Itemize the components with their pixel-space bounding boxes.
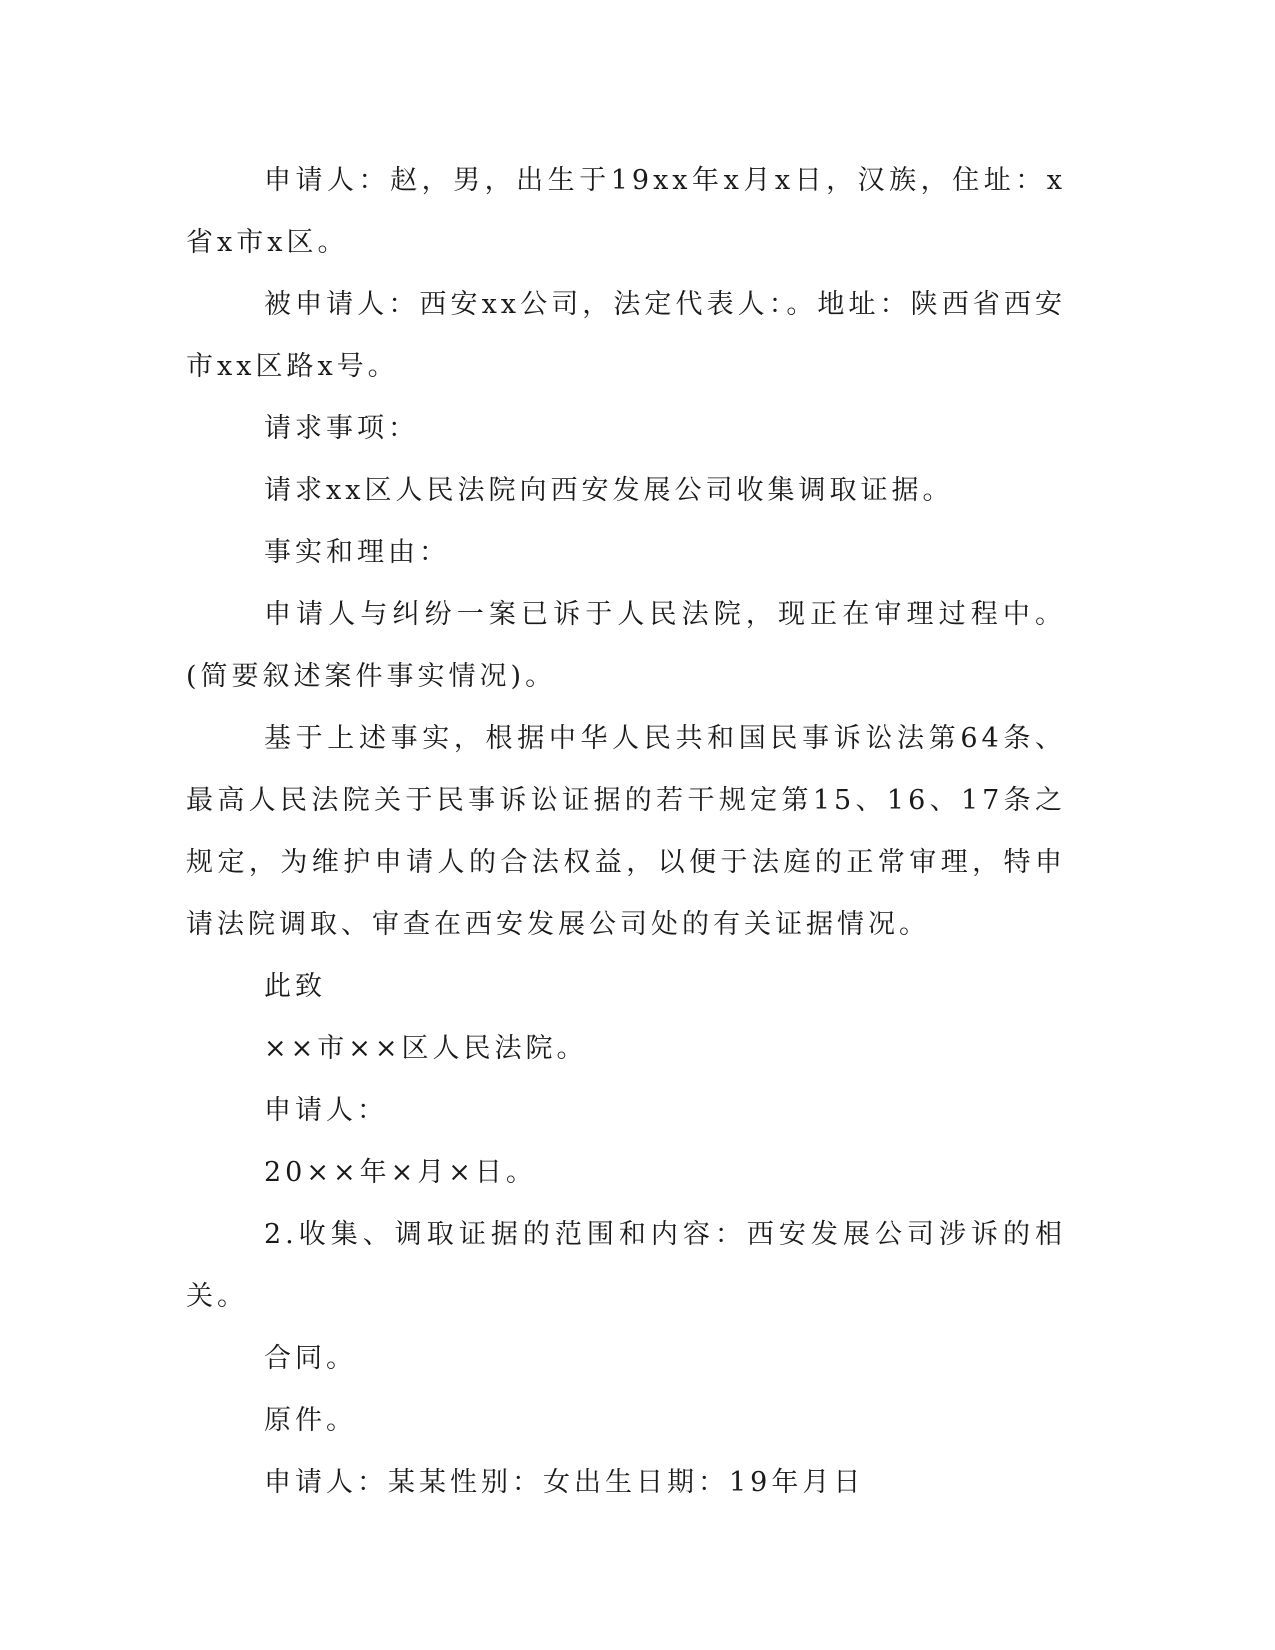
paragraph-facts: 申请人与纠纷一案已诉于人民法院，现正在审理过程中。(简要叙述案件事实情况)。: [186, 599, 1066, 692]
paragraph-date: 20××年×月×日。: [264, 1157, 537, 1188]
paragraph-original: 原件。: [264, 1405, 357, 1436]
document-body: [186, 150, 1066, 1514]
paragraph-applicant-info: 申请人：某某性别：女出生日期：19年月日: [264, 1467, 865, 1498]
paragraph-legal-basis: 基于上述事实，根据中华人民共和国民事诉讼法第64条、最高人民法院关于民事诉讼证据的若干规定第15、16、17条之规定，为维护申请人的合法权益，以便于法庭的正常审理，特申请法院调取、审查在西安发展公司处的有关证据情况。: [186, 723, 1066, 940]
paragraph-court: ××市××区人民法院。: [264, 1033, 588, 1064]
paragraph-salutation: 此致: [264, 971, 326, 1002]
paragraph-contract: 合同。: [264, 1343, 357, 1374]
paragraph-scope: 2.收集、调取证据的范围和内容：西安发展公司涉诉的相关。: [186, 1219, 1066, 1312]
paragraph-facts-heading: 事实和理由：: [264, 537, 450, 568]
paragraph-respondent: 被申请人：西安xx公司，法定代表人：。地址：陕西省西安市xx区路x号。: [186, 289, 1066, 382]
paragraph-request-heading: 请求事项：: [264, 413, 419, 444]
paragraph-applicant: 申请人：赵，男，出生于19xx年x月x日，汉族，住址：x省x市x区。: [186, 165, 1066, 258]
paragraph-signature: 申请人：: [264, 1095, 388, 1126]
paragraph-request: 请求xx区人民法院向西安发展公司收集调取证据。: [264, 475, 954, 506]
